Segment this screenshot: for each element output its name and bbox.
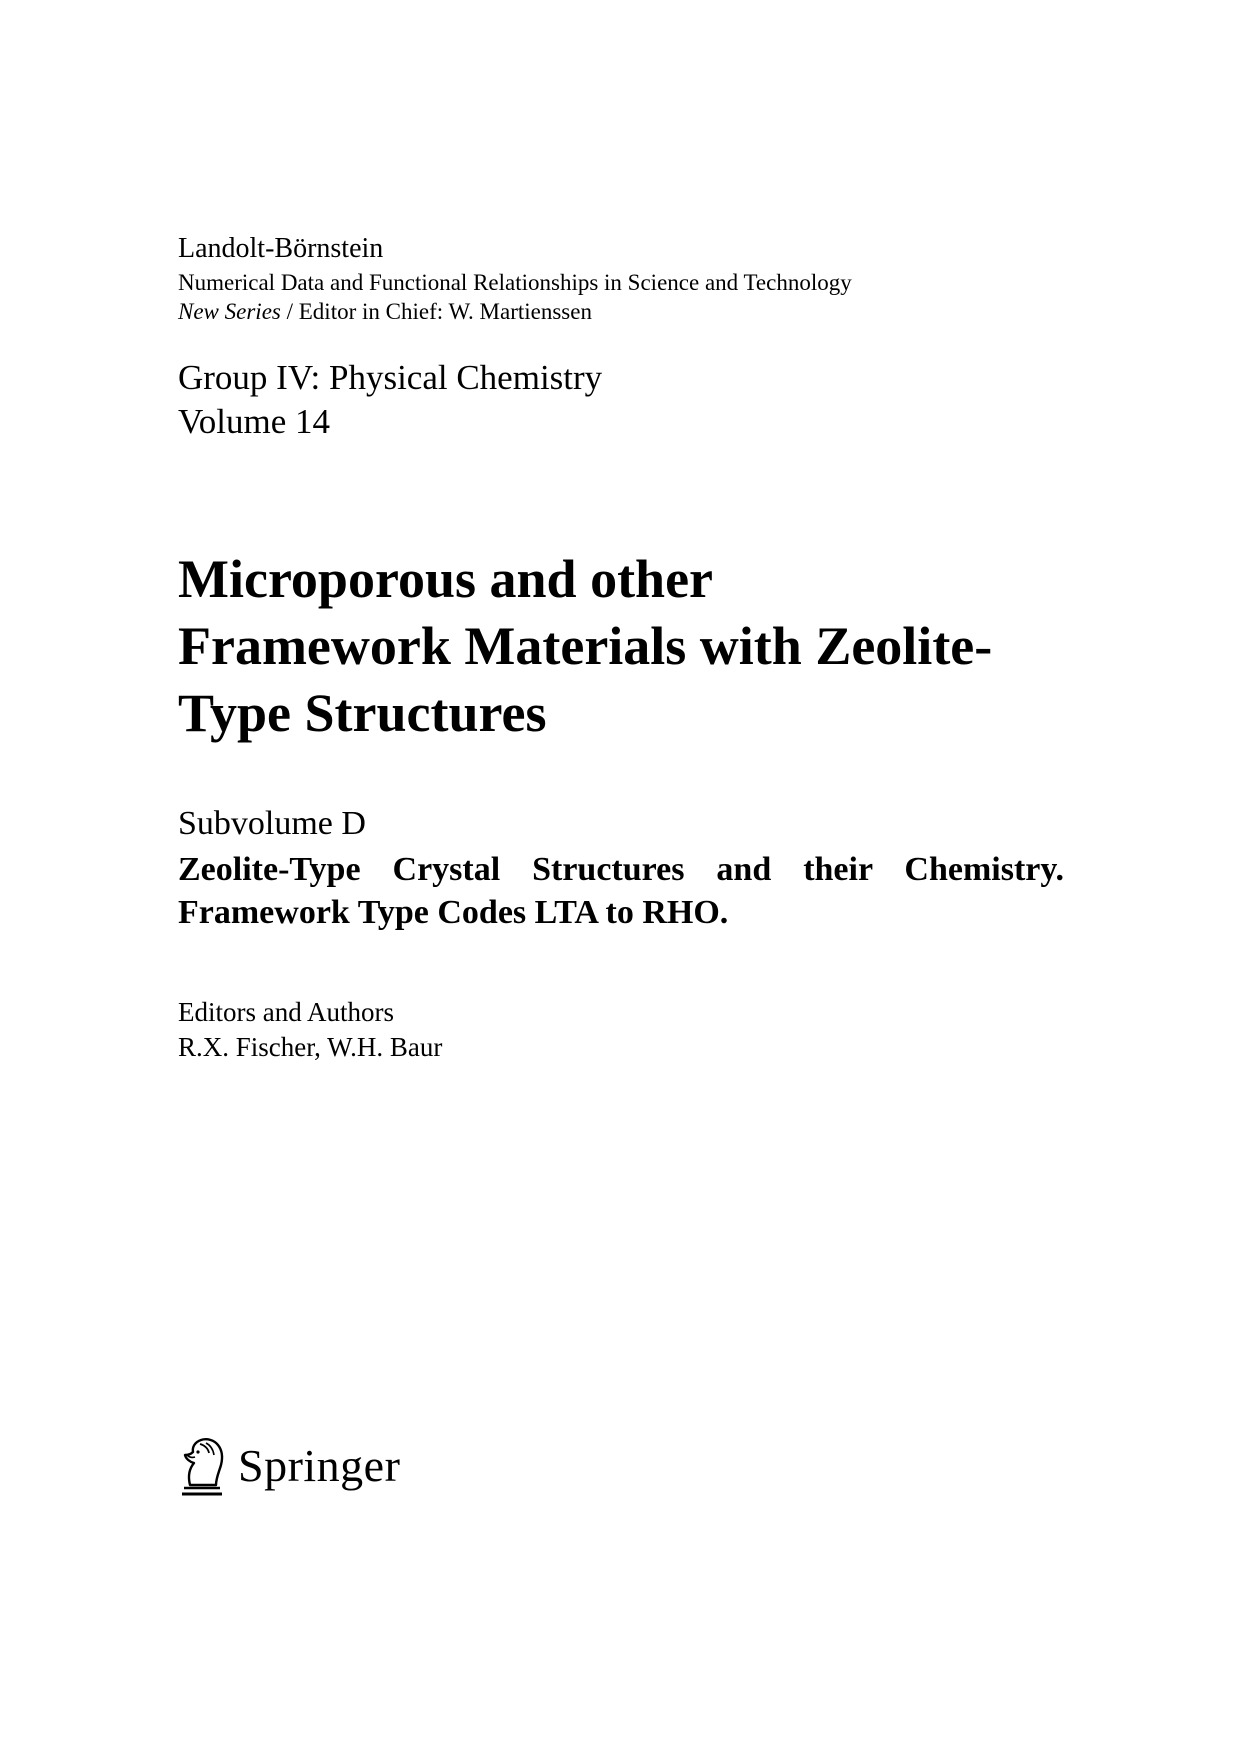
book-title-line-2: Framework Materials with Zeolite- xyxy=(178,616,993,676)
editor-in-chief: / Editor in Chief: W. Martienssen xyxy=(280,299,592,324)
subvolume-label: Subvolume D xyxy=(178,805,366,842)
series-editor-line xyxy=(178,297,592,327)
book-title xyxy=(178,546,1098,747)
springer-knight-logo-icon xyxy=(176,1435,228,1497)
publisher-name: Springer xyxy=(238,1440,401,1491)
volume-number: Volume 14 xyxy=(178,402,330,441)
editors-label: Editors and Authors xyxy=(178,997,394,1027)
series-subtitle: Numerical Data and Functional Relationships in Science and Technology xyxy=(178,270,852,295)
group-name: Group IV: Physical Chemistry xyxy=(178,358,603,397)
new-series-label: New Series xyxy=(178,299,281,324)
series-title: Landolt-Börnstein xyxy=(178,233,384,264)
subvolume-title-line-1: Zeolite-Type Crystal Structures and their Chemistry. xyxy=(178,851,1064,888)
editors-names: R.X. Fischer, W.H. Baur xyxy=(178,1032,443,1062)
subvolume-title xyxy=(178,848,1064,934)
book-title-line-3: Type Structures xyxy=(178,683,547,743)
book-title-line-1: Microporous and other xyxy=(178,549,714,609)
publisher-imprint xyxy=(176,1434,400,1498)
subvolume-title-line-2: Framework Type Codes LTA to RHO. xyxy=(178,894,729,931)
